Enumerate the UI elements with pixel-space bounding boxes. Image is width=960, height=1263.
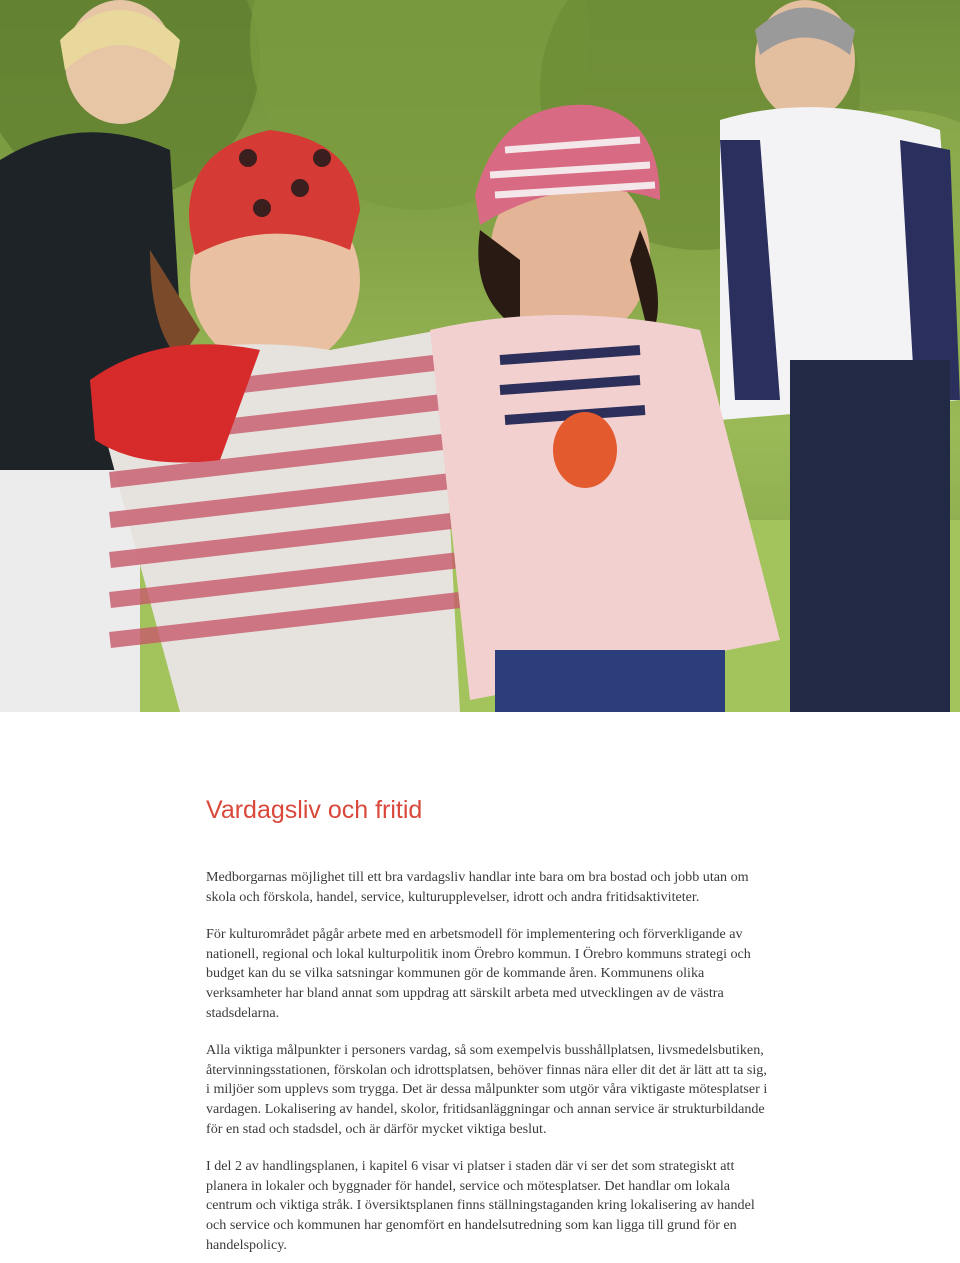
page-title: Vardagsliv och fritid [206, 796, 423, 824]
paragraph-2: För kulturområdet pågår arbete med en arbetsmodell för implementering och förverkligande av nationell, regional och lokal kulturpolitik inom Örebro kommun. I Örebro kommuns strategi och budget kan du se vilka satsningar kommunen gör de kommande åren. Kommunens olika verksamheter har bland annat som uppdrag att särskilt arbeta med utvecklingen av de västra stadsdelarna. [206, 926, 751, 1021]
paragraph-3: Alla viktiga målpunkter i personers vardag, så som exempelvis busshållplatsen, livsmedelsbutiken, återvinningsstationen, förskolan och idrottsplatsen, behöver finnas nära eller dit det är lätt att ta sig, i miljöer som upplevs som trygga. Det är dessa målpunkter som utgör våra viktigaste mötesplatser i vardagen. Lokalisering av handel, skolor, fritidsanläggningar och annan service är strukturbildande för en stad och stadsdel, och är därför mycket viktiga beslut. [206, 1042, 768, 1137]
paragraph-4: I del 2 av handlingsplanen, i kapitel 6 visar vi platser i staden där vi ser det som strategiskt att planera in lokaler och byggnader för handel, service och mötesplatser. Det handlar om lokala centrum och viktiga stråk. I översiktsplanen finns ställningstaganden kring lokalisering av handel och service och kommunen har genomfört en handelsutredning som kan ligga till grund för en handelspolicy. [206, 1158, 755, 1253]
article-body [206, 868, 774, 1255]
paragraph-1: Medborgarnas möjlighet till ett bra vardagsliv handlar inte bara om bra bostad och jobb utan om skola och förskola, handel, service, kulturupplevelser, idrott och andra fritidsaktiviteter. [206, 869, 749, 905]
